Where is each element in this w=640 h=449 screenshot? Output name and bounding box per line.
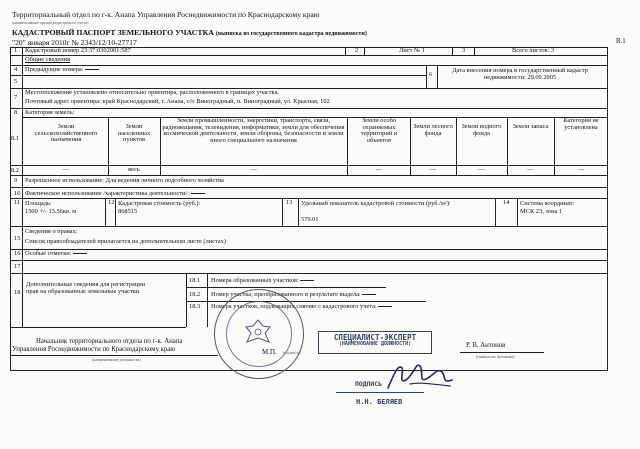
row-number: 18.2 <box>189 291 201 298</box>
category-header: Земли особо охраняемых территорий и объектов <box>360 117 398 145</box>
category-value: — <box>577 166 585 173</box>
category-value: — <box>527 166 534 173</box>
row-number: 11 <box>14 199 21 206</box>
category-value: — <box>375 166 383 173</box>
category-header: Земли водного фонда <box>461 123 502 137</box>
row-number: 17 <box>14 263 21 270</box>
signer-position: Начальник территориального отдела по г-к. Анапа <box>36 338 183 345</box>
rights-label: Сведения о правах: <box>25 228 78 235</box>
row-number: 7 <box>14 94 18 101</box>
row-number: 8.1 <box>11 135 19 142</box>
row-number: 13 <box>286 199 293 206</box>
signature-caption: (подпись) <box>283 350 301 355</box>
coord-system-label: Система координат: <box>520 200 575 207</box>
category-value: — <box>429 166 437 173</box>
category-header: Земли запаса <box>512 123 549 130</box>
row-number: 18.3 <box>189 303 201 310</box>
org-name: Территориальный отдел по г-к. Анапа Управления Роснедвижимости по Краснодарскому краю <box>12 10 320 19</box>
land-category-label: Категория земель: <box>25 109 75 116</box>
category-header: Земли лесного фонда <box>413 123 453 137</box>
row-number: 4 <box>14 66 18 73</box>
name-caption: (инициалы, фамилия) <box>476 354 515 359</box>
signer-position: Управления Роснедвижимости по Краснодарскому краю <box>12 346 176 353</box>
row-number: 12 <box>108 199 115 206</box>
permitted-use: Разрешенное использование: Для ведения личного подсобного хозяйства <box>25 177 224 184</box>
position-caption: (наименование должности) <box>92 357 141 362</box>
previous-numbers: Предыдущие номера: <box>25 67 99 74</box>
postal-address: Почтовый адрес ориентира: край Краснодарский, г. Анапа, с/о Виноградный, п. Виноградный, ул. Крысная, 102 <box>25 98 330 105</box>
stamp-title: СПЕЦИАЛИСТ-ЭКСПЕРТ <box>333 333 417 342</box>
transformed-plot: Номер участка, преобразованного в результате выдела: <box>211 292 376 299</box>
mp-mark: М.П. <box>262 348 277 356</box>
row-number: 6 <box>429 71 433 78</box>
org-caption: (наименование органа кадастрового учета) <box>12 20 89 25</box>
stamp-name: Н.Н. БЕЛЯЕВ <box>356 398 403 406</box>
row-number: 18 <box>14 289 21 296</box>
area-value: 1500 +/- 13.56кв. м <box>25 208 77 215</box>
specific-value-label: Удельный показатель кадастровой стоимости (руб./м²): <box>301 200 451 207</box>
category-header: Категория не установлена <box>563 117 599 131</box>
row-number: 14 <box>503 199 510 206</box>
category-value: весь <box>128 166 140 173</box>
stamp-subtitle: (НАИМЕНОВАНИЕ ДОЛЖНОСТИ) <box>338 340 412 347</box>
coord-system-value: МСК 23, зона 1 <box>520 208 563 215</box>
cadastral-value: 868515 <box>118 208 138 215</box>
form-code: В.1 <box>616 38 626 45</box>
row-number: 8.2 <box>11 167 19 174</box>
additional-info-label: Дополнительные сведения для регистрации прав на образованные земельные участки <box>26 281 146 295</box>
category-value: — <box>62 166 70 173</box>
location-description: Местоположение установлено относительно ориентира, расположенного в границах участка. <box>25 89 280 96</box>
area-label: Площадь: <box>25 200 52 207</box>
cadastral-number: Кадастровый номер 23:37:0302001:587 <box>25 47 131 54</box>
category-value: — <box>478 166 485 173</box>
stamp-signature-label: ПОДПИСЬ <box>355 380 382 388</box>
category-header: Земли сельскохозяйственного назначения <box>34 123 98 144</box>
signer-name: Р. В. Антонов <box>466 342 506 349</box>
category-header: Земли промышленности, энергетики, транспорта, связи, радиовещания, телевидения, информатики, земли для обеспечения космической деятельности, земли обороны, безопасности и земли иного специального назначения <box>162 117 345 145</box>
row-number: 9 <box>14 177 18 184</box>
category-value: — <box>250 166 257 173</box>
row-number: 1 <box>14 47 18 54</box>
expert-stamp <box>318 331 432 354</box>
sheet-number: Лист № 1 <box>399 47 425 54</box>
row-number: 8 <box>14 109 18 116</box>
row-number: 10 <box>14 190 21 197</box>
handwritten-signature <box>380 354 460 396</box>
actual-use: Фактическое использование /характеристика деятельности/: <box>25 191 205 198</box>
row-number: 5 <box>14 78 18 85</box>
general-heading: Общие сведения <box>25 56 71 63</box>
emblem-icon <box>243 318 273 348</box>
rights-text: Список правообладателей прилагается на дополнительном листе (листах) <box>25 238 226 245</box>
number-entry-date: Дата внесения номера в государственный кадастр недвижимости: 29.09.2005 <box>452 67 588 81</box>
cadastral-value-label: Кадастровая стоимость (руб.): <box>118 200 201 207</box>
specific-value: 579.01 <box>301 216 319 223</box>
category-header: Земли населенных пунктов <box>117 123 151 144</box>
row-number: 3 <box>462 47 466 54</box>
special-marks: Особые отметки: <box>25 251 87 258</box>
row-number: 2 <box>355 47 359 54</box>
formed-plots: Номера образованных участков: <box>211 278 314 285</box>
document-title: КАДАСТРОВЫЙ ПАСПОРТ ЗЕМЕЛЬНОГО УЧАСТКА (выписка из государственного кадастра недвижимости) <box>12 28 367 37</box>
row-number: 15 <box>14 235 21 242</box>
row-number: 18.1 <box>189 277 201 284</box>
total-sheets: Всего листов: 3 <box>512 47 555 54</box>
plots-to-remove: Номера участков, подлежащих снятию с кадастрового учета: <box>211 304 392 311</box>
document-date: "20" января 2010г № 2343/12/10-27717 <box>12 38 137 47</box>
row-number: 16 <box>14 250 21 257</box>
